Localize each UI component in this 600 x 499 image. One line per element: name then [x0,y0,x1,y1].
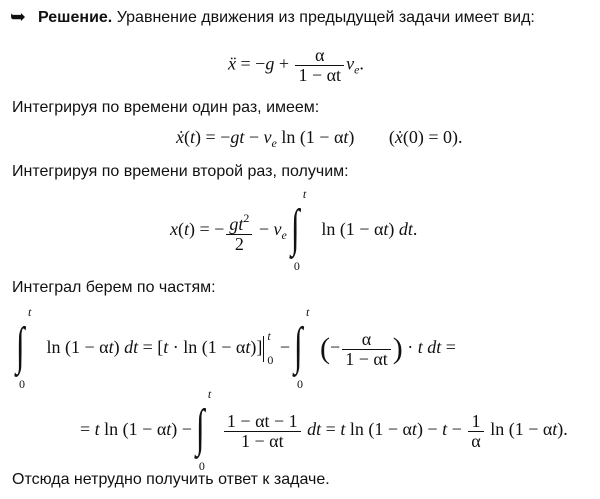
arrow-icon: ➥ [10,7,26,28]
paragraph-1: Интегрируя по времени один раз, имеем: [12,99,320,116]
fraction: $\frac{gt^2}{2}$ [226,209,252,254]
equation-1: ẍ = −g + $\frac{\alpha}{1 - \alpha t}$ $v_e$. [228,45,364,85]
paragraph-3: Интеграл берем по частям: [12,279,216,296]
solution-heading [38,8,535,28]
evaluation-bar: t 0 [263,336,264,362]
integral-sign: ∫ t 0 [294,305,310,391]
integral-sign: ∫ t 0 [16,305,32,391]
fraction: $\frac{1}{\alpha}$ [468,412,483,451]
fraction: $\frac{\alpha}{1 - \alpha t}$ [295,46,344,85]
equation-3: x(t) = − $\frac{gt^2}{2}$ − $v_e$ ∫ t 0 ln (1 − αt) dt. [170,187,418,273]
paragraph-2: Интегрируя по времени второй раз, получим: [12,163,349,180]
paragraph-4: Отсюда нетрудно получить ответ к задаче. [12,471,330,488]
fraction: $\frac{1 - \alpha t - 1}{1 - \alpha t}$ [224,412,301,451]
equation-5: = t ln (1 − αt) − ∫ t 0 $\frac{1 - \alpha t - 1}{1 - \alpha t}$ dt = t ln (1 − αt) − t − $\frac{1}{\alpha}$ ln (1 − αt). [80,387,568,473]
solution-intro: Уравнение движения из предыдущей задачи имеет вид: [116,9,535,26]
equation-4: ∫ t 0 ln (1 − αt) dt = [t · ln (1 − αt)] t 0 − ∫ t 0 (− $\frac{\alpha}{1 - \alpha t}$ ) · t dt = [16,305,456,391]
equation-2: ẋ(t) = $-gt - v_e$ ln (1 − αt) (ẋ(0) = 0). [176,127,463,150]
solution-label: Решение. [38,9,113,26]
fraction: $\frac{\alpha}{1 - \alpha t}$ [342,330,391,369]
integral-sign: ∫ t 0 [290,187,307,273]
integral-sign: ∫ t 0 [195,387,212,473]
